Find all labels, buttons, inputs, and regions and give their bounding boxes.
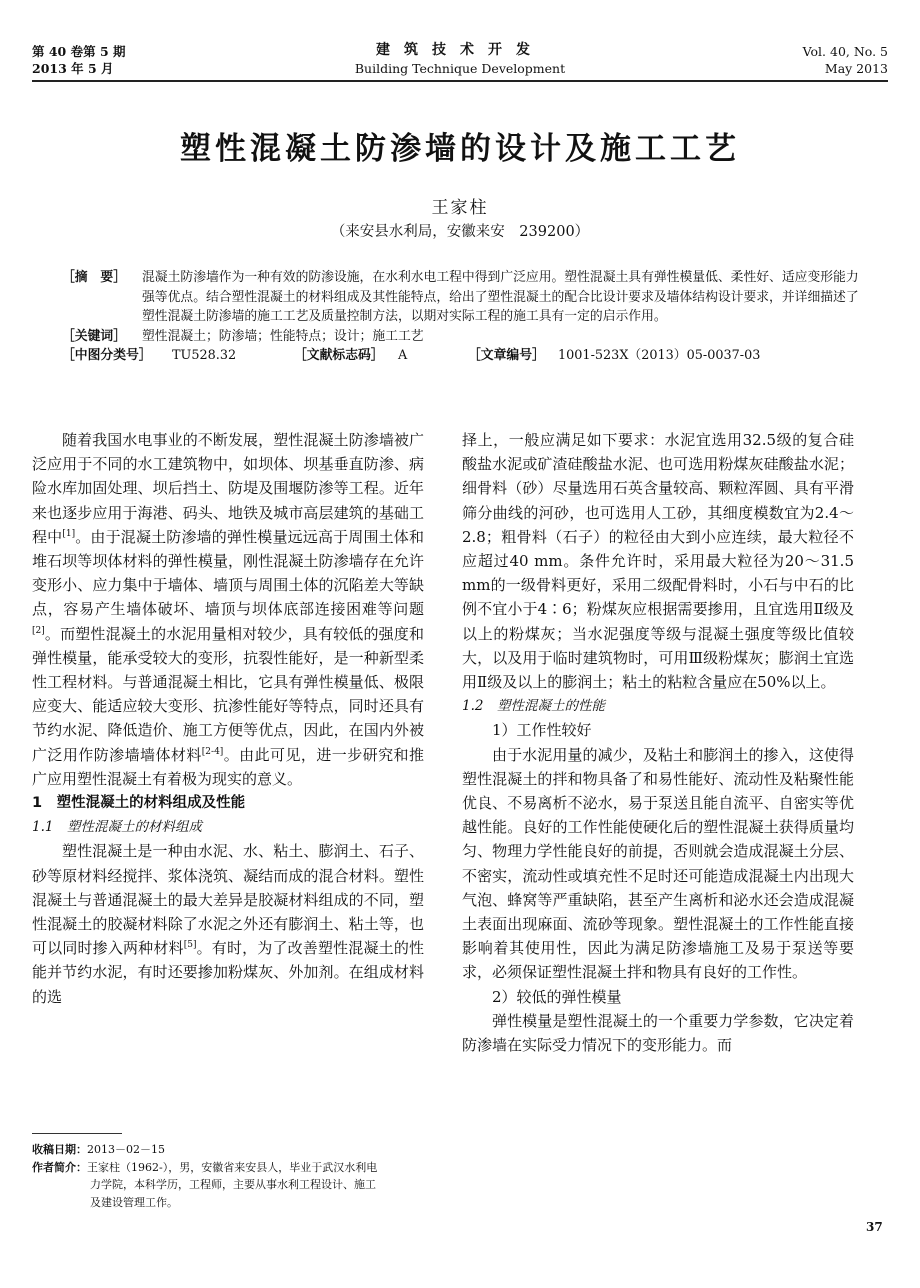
subheading-modulus: 2）较低的弹性模量	[492, 987, 622, 1006]
article-id-value: 1001-523X（2013）05-0037-03	[558, 348, 761, 363]
paragraph-materials: 择上，一般应满足如下要求：水泥宜选用32.5级的复合硅酸盐水泥或矿渣硅酸盐水泥、也可选用粉煤灰硅酸盐水泥；细骨料（砂）尽量选用石英含量较高、颗粒浑圆、具有平滑筛分曲线的河砂，也可选用人工砂，其细度模数宜为2.4～2.8；粗骨料（石子）的粒径由大到小应连续，最大粒径不应超过40 mm。条件允许时，采用最大粒径为20～31.5 mm的一级骨料更好，采用二级配骨料时，小石与中石的比例不宜小于4∶6；粉煤灰应根据需要掺用，且宜选用Ⅱ级及以上的粉煤灰；当水泥强度等级与混凝土强度等级比值较大，以及用于临时建筑物时，可用Ⅲ级粉煤灰；膨润土宜选用Ⅱ级及以上的膨润土；粘土的粘粒含量应在50%以上。	[462, 431, 854, 692]
paragraph-composition	[32, 839, 424, 1008]
section-heading-1: 1 塑性混凝土的材料组成及性能	[32, 795, 246, 812]
clc-label: ［中图分类号］	[62, 348, 152, 363]
paragraph-intro	[32, 428, 424, 791]
doc-code-label: ［文献标志码］	[294, 348, 384, 363]
header-journal-cn: 建筑技术开发	[376, 42, 544, 58]
intro-text-3: 。而塑性混凝土的水泥用量相对较少，具有较低的强度和弹性模量，能承受较大的变形，抗裂性能好，是一种新型柔性工程材料。与普通混凝土相比，它具有弹性模量低、极限应变大、能适应较大变形、抗渗性能好等特点，同时还具有节约水泥、降低造价、施工方便等优点，因此，在国内外被广泛用作防渗墙墙体材料	[32, 624, 424, 764]
bio-line-3: 及建设管理工作。	[90, 1195, 178, 1209]
composition-text-2: 。有时，为了改善塑性混凝土的性能并节约水泥，有时还要掺加粉煤灰、外加剂。在组成材料的选	[32, 939, 424, 1006]
header-date-cn: 2013 年 5 月	[32, 61, 114, 76]
abstract-block	[62, 268, 862, 366]
paragraph-workability: 由于水泥用量的减少，及粘土和膨润土的掺入，这使得塑性混凝土的拌和物具备了和易性能好、流动性及粘聚性能优良、不易离析不泌水，易于泵送且能自流平、自密实等优越性能。良好的工作性能使硬化后的塑性混凝土获得质量均匀、物理力学性能良好的前提，否则就会造成混凝土分层、不密实，流动性或填充性不足时还可能造成混凝土内出现大气泡、蜂窝等严重缺陷，甚至产生离析和泌水还会造成混凝土表面出现麻面、流砂等现象。塑性混凝土的工作性能直接影响着其使用性，因此为满足防渗墙施工及易于泵送等要求，必须保证塑性混凝土拌和物具有良好的工作性。	[462, 745, 854, 982]
received-value: 2013－02－15	[87, 1143, 165, 1156]
citation-1: [1]	[62, 528, 76, 539]
section-heading-1-2: 1.2 塑性混凝土的性能	[462, 698, 605, 715]
clc-value: TU528.32	[172, 348, 237, 363]
citation-2-4: [2-4]	[201, 746, 224, 757]
subheading-workability: 1）工作性较好	[492, 721, 592, 740]
received-label: 收稿日期：	[32, 1143, 87, 1156]
citation-2: [2]	[32, 625, 45, 636]
keywords-text: 塑性混凝土；防渗墙；性能特点；设计；施工工艺	[142, 328, 424, 344]
article-affiliation: （来安县水利局，安徽来安 239200）	[330, 224, 590, 240]
paragraph-modulus: 弹性模量是塑性混凝土的一个重要力学参数，它决定着防渗墙在实际受力情况下的变形能力。而	[462, 1011, 854, 1055]
header-volume-cn: 第 40 卷第 5 期	[32, 44, 126, 59]
section-heading-1-1: 1.1 塑性混凝土的材料组成	[32, 819, 202, 836]
abstract	[62, 268, 862, 327]
article-id-label: ［文章编号］	[468, 348, 545, 363]
keywords	[62, 327, 862, 347]
header-journal-en: Building Technique Development	[354, 61, 566, 76]
intro-text-4: 。由此可见，进一步研究和推广应用塑性混凝土有着极为现实的意义。	[32, 745, 424, 788]
composition-text-1: 塑性混凝土是一种由水泥、水、粘土、膨润土、石子、砂等原材料经搅拌、浆体浇筑、凝结而成的混合材料。塑性混凝土与普通混凝土的最大差异是胶凝材料组成的不同，塑性混凝土的胶凝材料除了水泥之外还有膨润土、粘土等，也可以同时掺入两种材料	[32, 842, 424, 958]
author-bio	[32, 1159, 432, 1177]
article-title: 塑性混凝土防渗墙的设计及施工工艺	[180, 131, 740, 167]
header-volume-en: Vol. 40, No. 5	[802, 44, 888, 59]
left-column	[32, 428, 424, 1009]
bio-line-1: 王家柱（1962-），男，安徽省来安县人，毕业于武汉水利电	[87, 1160, 378, 1174]
abstract-label: ［摘 要］	[62, 270, 126, 285]
intro-text-2: 。由于混凝土防渗墙的弹性模量远远高于周围土体和堆石坝等坝体材料的弹性模量，刚性混凝土防渗墙存在允许变形小、应力集中于墙体、墙顶与周围土体的沉陷差大等缺点，容易产生墙体破坏、墙顶与坝体底部连接困难等问题	[32, 527, 424, 619]
citation-5: [5]	[183, 940, 197, 951]
abstract-text: 混凝土防渗墙作为一种有效的防渗设施，在水利水电工程中得到广泛应用。塑性混凝土具有弹性模量低、柔性好、适应变形能力强等优点。结合塑性混凝土的材料组成及其性能特点，给出了塑性混凝土的配合比设计要求及墙体结构设计要求，并详细描述了塑性混凝土防渗墙的施工工艺及质量控制方法，以期对实际工程的施工具有一定的启示作用。	[142, 270, 859, 324]
classification-row	[62, 346, 862, 366]
bio-label: 作者简介：	[32, 1160, 87, 1174]
article-author: 王家柱	[431, 198, 489, 218]
intro-text-1: 随着我国水电事业的不断发展，塑性混凝土防渗墙被广泛应用于不同的水工建筑物中，如坝体、坝基垂直防渗、病险水库加固处理、坝后挡土、防堤及围堰防渗等工程。近年来也逐步应用于海港、码头、地铁及城市高层建筑的基础工程中	[32, 431, 424, 546]
keywords-label: ［关键词］	[62, 328, 126, 344]
doc-code-value: A	[398, 348, 408, 363]
received-date	[32, 1141, 432, 1159]
footnote-rule	[32, 1133, 122, 1134]
page-number: 37	[866, 1220, 883, 1234]
header-rule	[32, 80, 888, 82]
footnote	[32, 1141, 432, 1211]
right-column	[462, 428, 854, 1057]
header-date-en: May 2013	[824, 61, 888, 76]
bio-line-2: 力学院，本科学历，工程师，主要从事水利工程设计、施工	[90, 1178, 376, 1191]
